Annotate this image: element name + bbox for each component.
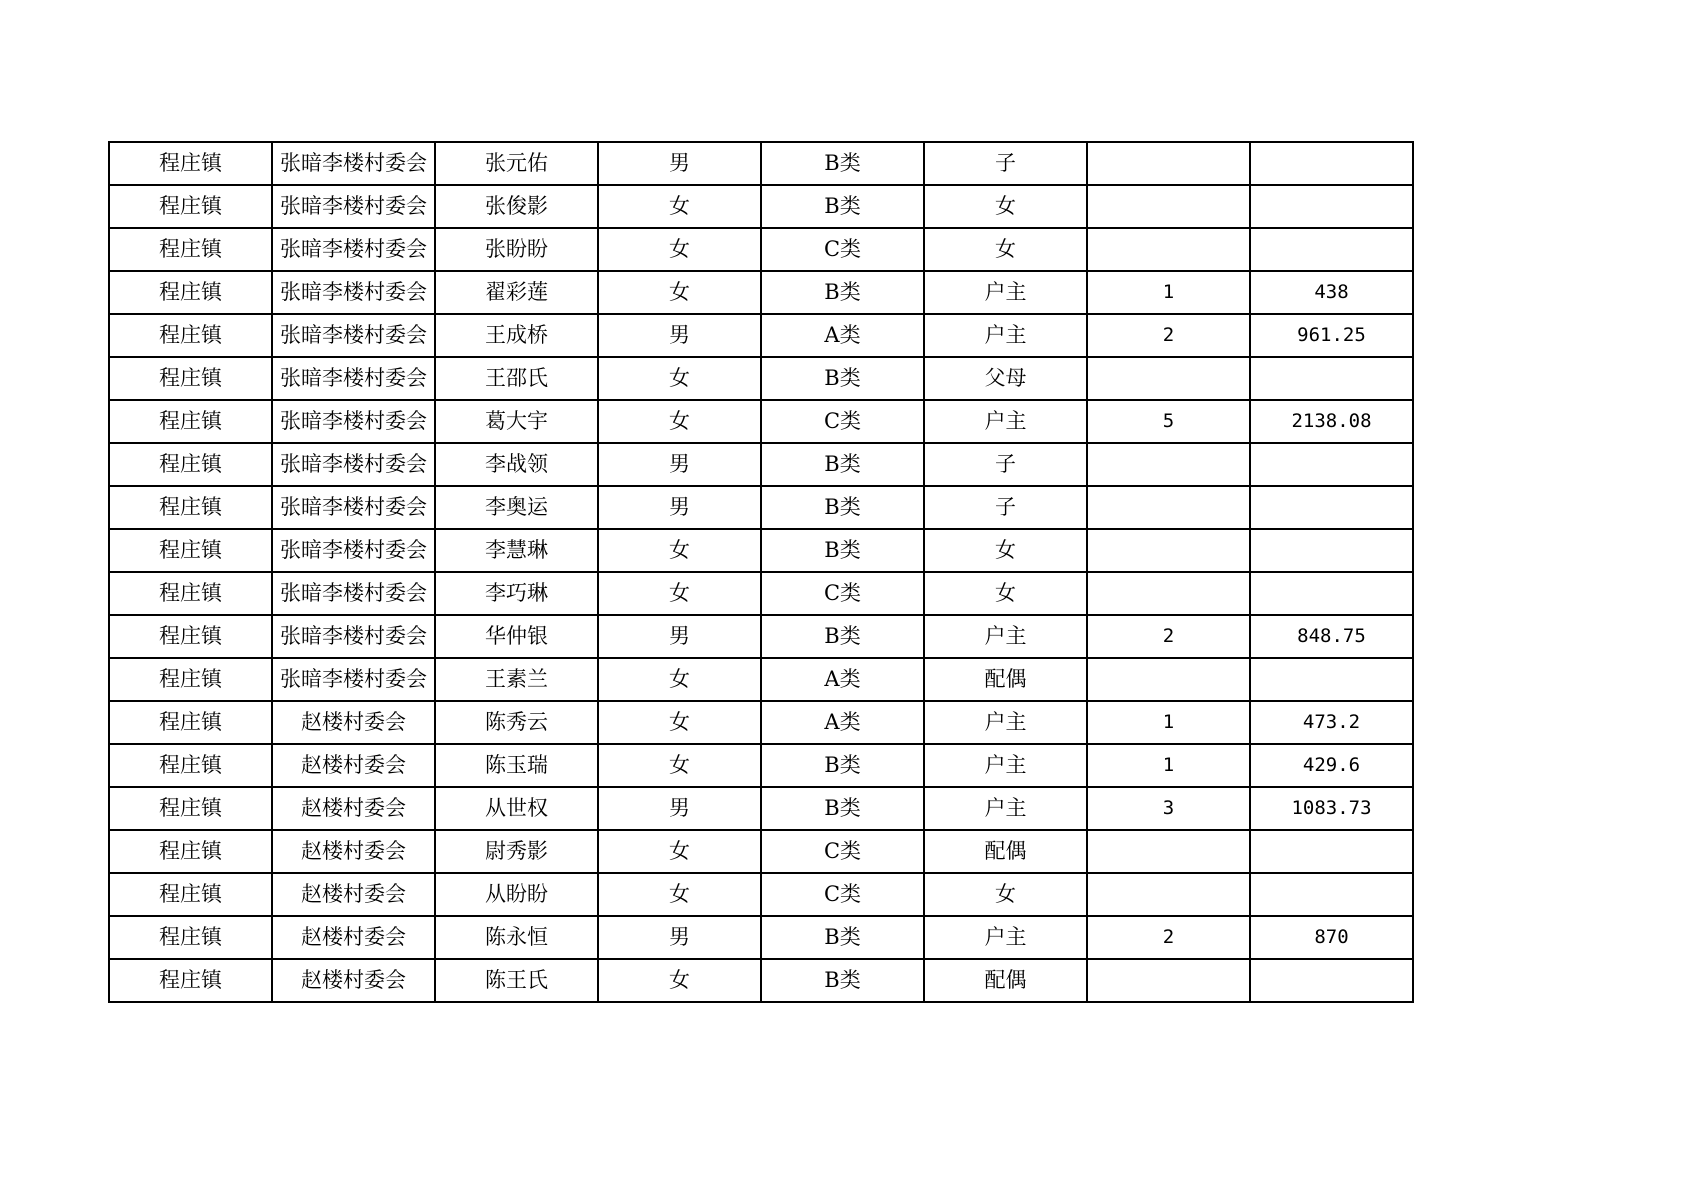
cell-category: A类 bbox=[761, 658, 924, 701]
cell-village: 张暗李楼村委会 bbox=[272, 271, 435, 314]
cell-name: 从盼盼 bbox=[435, 873, 598, 916]
cell-town: 程庄镇 bbox=[109, 357, 272, 400]
cell-town: 程庄镇 bbox=[109, 185, 272, 228]
table-row bbox=[109, 744, 1413, 787]
cell-gender: 女 bbox=[598, 400, 761, 443]
cell-village: 张暗李楼村委会 bbox=[272, 228, 435, 271]
cell-name: 葛大宇 bbox=[435, 400, 598, 443]
cell-name: 陈秀云 bbox=[435, 701, 598, 744]
cell-name: 张俊影 bbox=[435, 185, 598, 228]
cell-gender: 女 bbox=[598, 572, 761, 615]
cell-relation: 女 bbox=[924, 873, 1087, 916]
cell-name: 华仲银 bbox=[435, 615, 598, 658]
cell-town: 程庄镇 bbox=[109, 400, 272, 443]
cell-name: 从世权 bbox=[435, 787, 598, 830]
cell-relation: 户主 bbox=[924, 400, 1087, 443]
cell-village: 张暗李楼村委会 bbox=[272, 529, 435, 572]
cell-relation: 子 bbox=[924, 486, 1087, 529]
cell-relation: 女 bbox=[924, 228, 1087, 271]
cell-name: 李巧琳 bbox=[435, 572, 598, 615]
cell-amount bbox=[1250, 873, 1413, 916]
cell-amount: 438 bbox=[1250, 271, 1413, 314]
cell-name: 李战领 bbox=[435, 443, 598, 486]
cell-gender: 男 bbox=[598, 142, 761, 185]
cell-town: 程庄镇 bbox=[109, 916, 272, 959]
cell-amount bbox=[1250, 529, 1413, 572]
cell-count bbox=[1087, 142, 1250, 185]
cell-amount: 1083.73 bbox=[1250, 787, 1413, 830]
cell-amount bbox=[1250, 658, 1413, 701]
cell-relation: 子 bbox=[924, 142, 1087, 185]
cell-town: 程庄镇 bbox=[109, 830, 272, 873]
cell-count: 2 bbox=[1087, 314, 1250, 357]
table-row bbox=[109, 400, 1413, 443]
cell-relation: 户主 bbox=[924, 271, 1087, 314]
table-row bbox=[109, 529, 1413, 572]
cell-town: 程庄镇 bbox=[109, 486, 272, 529]
table-row bbox=[109, 271, 1413, 314]
cell-village: 赵楼村委会 bbox=[272, 873, 435, 916]
cell-amount bbox=[1250, 185, 1413, 228]
cell-relation: 户主 bbox=[924, 701, 1087, 744]
cell-relation: 女 bbox=[924, 572, 1087, 615]
cell-town: 程庄镇 bbox=[109, 615, 272, 658]
table-row bbox=[109, 615, 1413, 658]
cell-name: 陈王氏 bbox=[435, 959, 598, 1002]
cell-gender: 男 bbox=[598, 916, 761, 959]
cell-count bbox=[1087, 443, 1250, 486]
cell-town: 程庄镇 bbox=[109, 271, 272, 314]
cell-town: 程庄镇 bbox=[109, 873, 272, 916]
cell-count bbox=[1087, 228, 1250, 271]
cell-name: 张元佑 bbox=[435, 142, 598, 185]
cell-amount bbox=[1250, 142, 1413, 185]
table-row bbox=[109, 916, 1413, 959]
cell-relation: 配偶 bbox=[924, 658, 1087, 701]
cell-relation: 女 bbox=[924, 529, 1087, 572]
cell-category: B类 bbox=[761, 357, 924, 400]
cell-town: 程庄镇 bbox=[109, 787, 272, 830]
cell-gender: 女 bbox=[598, 185, 761, 228]
cell-category: B类 bbox=[761, 615, 924, 658]
cell-count bbox=[1087, 185, 1250, 228]
cell-town: 程庄镇 bbox=[109, 529, 272, 572]
table-row bbox=[109, 658, 1413, 701]
table-row bbox=[109, 357, 1413, 400]
cell-village: 赵楼村委会 bbox=[272, 830, 435, 873]
cell-amount bbox=[1250, 228, 1413, 271]
cell-name: 李奥运 bbox=[435, 486, 598, 529]
cell-amount: 961.25 bbox=[1250, 314, 1413, 357]
cell-category: B类 bbox=[761, 787, 924, 830]
cell-town: 程庄镇 bbox=[109, 142, 272, 185]
cell-village: 赵楼村委会 bbox=[272, 701, 435, 744]
cell-relation: 户主 bbox=[924, 615, 1087, 658]
cell-town: 程庄镇 bbox=[109, 572, 272, 615]
cell-town: 程庄镇 bbox=[109, 443, 272, 486]
cell-amount bbox=[1250, 572, 1413, 615]
cell-name: 陈玉瑞 bbox=[435, 744, 598, 787]
table-row bbox=[109, 185, 1413, 228]
table-row bbox=[109, 959, 1413, 1002]
cell-gender: 女 bbox=[598, 658, 761, 701]
cell-count bbox=[1087, 486, 1250, 529]
cell-category: A类 bbox=[761, 701, 924, 744]
cell-relation: 户主 bbox=[924, 314, 1087, 357]
cell-category: B类 bbox=[761, 744, 924, 787]
cell-gender: 女 bbox=[598, 873, 761, 916]
cell-town: 程庄镇 bbox=[109, 701, 272, 744]
cell-relation: 户主 bbox=[924, 787, 1087, 830]
cell-count bbox=[1087, 959, 1250, 1002]
cell-name: 翟彩莲 bbox=[435, 271, 598, 314]
cell-amount: 2138.08 bbox=[1250, 400, 1413, 443]
cell-gender: 女 bbox=[598, 830, 761, 873]
cell-count: 2 bbox=[1087, 615, 1250, 658]
table-row bbox=[109, 701, 1413, 744]
data-table bbox=[108, 141, 1414, 1003]
cell-village: 张暗李楼村委会 bbox=[272, 486, 435, 529]
cell-gender: 女 bbox=[598, 357, 761, 400]
cell-count bbox=[1087, 830, 1250, 873]
cell-gender: 女 bbox=[598, 228, 761, 271]
cell-count bbox=[1087, 357, 1250, 400]
cell-name: 王成桥 bbox=[435, 314, 598, 357]
cell-amount: 473.2 bbox=[1250, 701, 1413, 744]
cell-relation: 父母 bbox=[924, 357, 1087, 400]
cell-gender: 男 bbox=[598, 615, 761, 658]
cell-category: C类 bbox=[761, 400, 924, 443]
cell-gender: 女 bbox=[598, 529, 761, 572]
cell-amount bbox=[1250, 830, 1413, 873]
cell-village: 张暗李楼村委会 bbox=[272, 572, 435, 615]
cell-village: 赵楼村委会 bbox=[272, 916, 435, 959]
cell-name: 陈永恒 bbox=[435, 916, 598, 959]
cell-town: 程庄镇 bbox=[109, 959, 272, 1002]
table-row bbox=[109, 830, 1413, 873]
table-row bbox=[109, 314, 1413, 357]
cell-category: B类 bbox=[761, 142, 924, 185]
cell-name: 李慧琳 bbox=[435, 529, 598, 572]
cell-amount: 848.75 bbox=[1250, 615, 1413, 658]
cell-category: C类 bbox=[761, 572, 924, 615]
cell-gender: 女 bbox=[598, 744, 761, 787]
cell-count bbox=[1087, 873, 1250, 916]
table-body bbox=[109, 142, 1413, 1002]
table-row bbox=[109, 228, 1413, 271]
cell-category: C类 bbox=[761, 873, 924, 916]
cell-category: B类 bbox=[761, 916, 924, 959]
cell-count: 1 bbox=[1087, 271, 1250, 314]
cell-amount bbox=[1250, 486, 1413, 529]
cell-name: 张盼盼 bbox=[435, 228, 598, 271]
cell-category: B类 bbox=[761, 529, 924, 572]
cell-village: 张暗李楼村委会 bbox=[272, 615, 435, 658]
cell-village: 张暗李楼村委会 bbox=[272, 443, 435, 486]
table-row bbox=[109, 142, 1413, 185]
cell-count: 2 bbox=[1087, 916, 1250, 959]
cell-category: B类 bbox=[761, 486, 924, 529]
cell-relation: 配偶 bbox=[924, 959, 1087, 1002]
table-row bbox=[109, 572, 1413, 615]
table-row bbox=[109, 443, 1413, 486]
cell-gender: 男 bbox=[598, 443, 761, 486]
cell-category: C类 bbox=[761, 830, 924, 873]
cell-village: 张暗李楼村委会 bbox=[272, 658, 435, 701]
table-row bbox=[109, 787, 1413, 830]
cell-village: 张暗李楼村委会 bbox=[272, 185, 435, 228]
cell-count: 1 bbox=[1087, 744, 1250, 787]
cell-name: 王素兰 bbox=[435, 658, 598, 701]
cell-amount bbox=[1250, 443, 1413, 486]
cell-relation: 子 bbox=[924, 443, 1087, 486]
cell-village: 赵楼村委会 bbox=[272, 959, 435, 1002]
cell-gender: 男 bbox=[598, 314, 761, 357]
cell-relation: 配偶 bbox=[924, 830, 1087, 873]
cell-relation: 户主 bbox=[924, 744, 1087, 787]
cell-gender: 女 bbox=[598, 959, 761, 1002]
cell-village: 张暗李楼村委会 bbox=[272, 357, 435, 400]
cell-name: 王邵氏 bbox=[435, 357, 598, 400]
cell-category: C类 bbox=[761, 228, 924, 271]
cell-town: 程庄镇 bbox=[109, 228, 272, 271]
cell-count: 3 bbox=[1087, 787, 1250, 830]
cell-name: 尉秀影 bbox=[435, 830, 598, 873]
cell-village: 赵楼村委会 bbox=[272, 744, 435, 787]
cell-relation: 女 bbox=[924, 185, 1087, 228]
cell-amount: 870 bbox=[1250, 916, 1413, 959]
cell-gender: 女 bbox=[598, 701, 761, 744]
table-row bbox=[109, 486, 1413, 529]
cell-category: A类 bbox=[761, 314, 924, 357]
cell-gender: 男 bbox=[598, 787, 761, 830]
cell-category: B类 bbox=[761, 443, 924, 486]
cell-count bbox=[1087, 658, 1250, 701]
cell-count: 1 bbox=[1087, 701, 1250, 744]
cell-town: 程庄镇 bbox=[109, 658, 272, 701]
cell-village: 张暗李楼村委会 bbox=[272, 400, 435, 443]
cell-village: 张暗李楼村委会 bbox=[272, 314, 435, 357]
cell-category: B类 bbox=[761, 959, 924, 1002]
cell-category: B类 bbox=[761, 271, 924, 314]
cell-count bbox=[1087, 572, 1250, 615]
cell-gender: 男 bbox=[598, 486, 761, 529]
cell-count bbox=[1087, 529, 1250, 572]
table-row bbox=[109, 873, 1413, 916]
cell-category: B类 bbox=[761, 185, 924, 228]
cell-town: 程庄镇 bbox=[109, 744, 272, 787]
cell-count: 5 bbox=[1087, 400, 1250, 443]
cell-village: 张暗李楼村委会 bbox=[272, 142, 435, 185]
cell-town: 程庄镇 bbox=[109, 314, 272, 357]
cell-amount: 429.6 bbox=[1250, 744, 1413, 787]
cell-amount bbox=[1250, 357, 1413, 400]
cell-relation: 户主 bbox=[924, 916, 1087, 959]
cell-amount bbox=[1250, 959, 1413, 1002]
cell-gender: 女 bbox=[598, 271, 761, 314]
cell-village: 赵楼村委会 bbox=[272, 787, 435, 830]
